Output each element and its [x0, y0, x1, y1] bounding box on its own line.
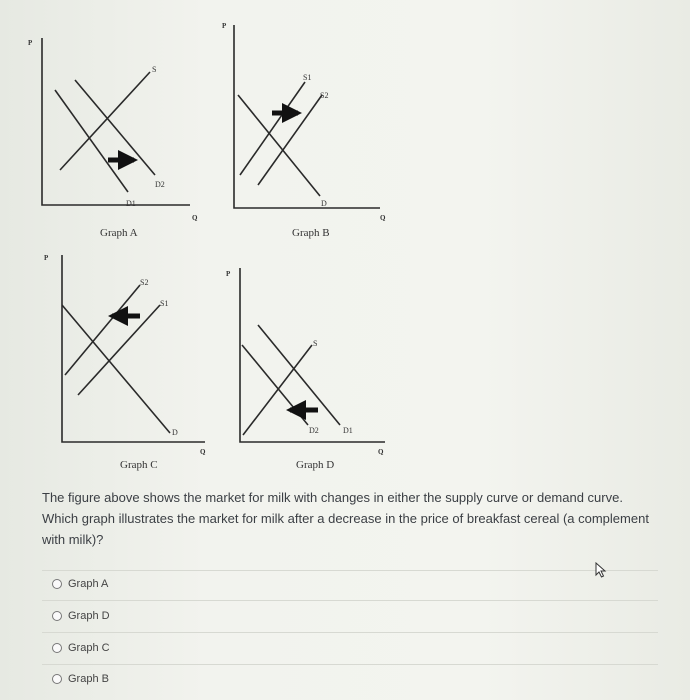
- graph-b-supply-1: [240, 82, 305, 175]
- graph-b-demand: [238, 95, 320, 196]
- graph-b-s2-label: S2: [320, 91, 329, 100]
- option-label: Graph A: [68, 578, 109, 590]
- divider: [42, 600, 658, 601]
- radio-button[interactable]: [52, 643, 62, 653]
- graph-c-axes: [62, 255, 205, 442]
- graph-a-demand-1: [55, 90, 128, 192]
- graph-a-q-label: Q: [192, 214, 198, 222]
- option-graph-a[interactable]: [52, 575, 108, 593]
- radio-button[interactable]: [52, 674, 62, 684]
- graph-d-p-label: P: [226, 270, 231, 278]
- option-graph-d[interactable]: [52, 607, 110, 625]
- graph-d-d2-label: D2: [309, 426, 319, 435]
- graph-a-d1-label: D1: [126, 199, 136, 208]
- graph-a-supply: [60, 72, 150, 170]
- graph-a-s-label: S: [152, 65, 157, 74]
- graph-c-s2-label: S2: [140, 278, 149, 287]
- graph-c-title: Graph C: [120, 459, 158, 471]
- graph-b-d-label: D: [321, 199, 327, 208]
- divider: [42, 570, 658, 571]
- divider: [42, 664, 658, 665]
- radio-button[interactable]: [52, 611, 62, 621]
- graph-c: [44, 254, 206, 471]
- option-label: Graph D: [68, 610, 110, 622]
- graph-b: [222, 22, 386, 239]
- question-text: The figure above shows the market for milk with changes in either the supply curve or demand curve. Which graph illustrates the market for milk after a decrease in the price of breakfast cereal (a complement with milk)?: [42, 490, 649, 547]
- graph-a-p-label: P: [28, 39, 33, 47]
- graph-b-supply-2: [258, 95, 322, 185]
- option-graph-b[interactable]: [52, 670, 109, 688]
- graph-a-axes: [42, 38, 190, 205]
- graph-b-p-label: P: [222, 22, 227, 30]
- option-label: Graph B: [68, 673, 109, 685]
- graph-a-d2-label: D2: [155, 180, 165, 189]
- graph-d-q-label: Q: [378, 448, 384, 456]
- graph-c-q-label: Q: [200, 448, 206, 456]
- graph-c-s1-label: S1: [160, 299, 169, 308]
- graph-c-p-label: P: [44, 254, 49, 262]
- graph-d-d1-label: D1: [343, 426, 353, 435]
- option-label: Graph C: [68, 642, 110, 654]
- graph-d-title: Graph D: [296, 459, 335, 471]
- divider: [42, 632, 658, 633]
- graph-d-axes: [240, 268, 385, 442]
- graph-d-demand-2: [242, 345, 308, 425]
- graph-b-s1-label: S1: [303, 73, 312, 82]
- graph-c-supply-2: [65, 285, 140, 375]
- option-graph-c[interactable]: [52, 639, 110, 657]
- graph-a: [28, 38, 198, 239]
- graph-d: [226, 268, 385, 471]
- radio-button[interactable]: [52, 579, 62, 589]
- graph-b-q-label: Q: [380, 214, 386, 222]
- graph-d-s-label: S: [313, 339, 318, 348]
- mouse-pointer-icon: [595, 562, 609, 578]
- graph-a-title: Graph A: [100, 227, 138, 239]
- graph-b-title: Graph B: [292, 227, 330, 239]
- graph-c-demand: [62, 305, 170, 433]
- graph-c-d-label: D: [172, 428, 178, 437]
